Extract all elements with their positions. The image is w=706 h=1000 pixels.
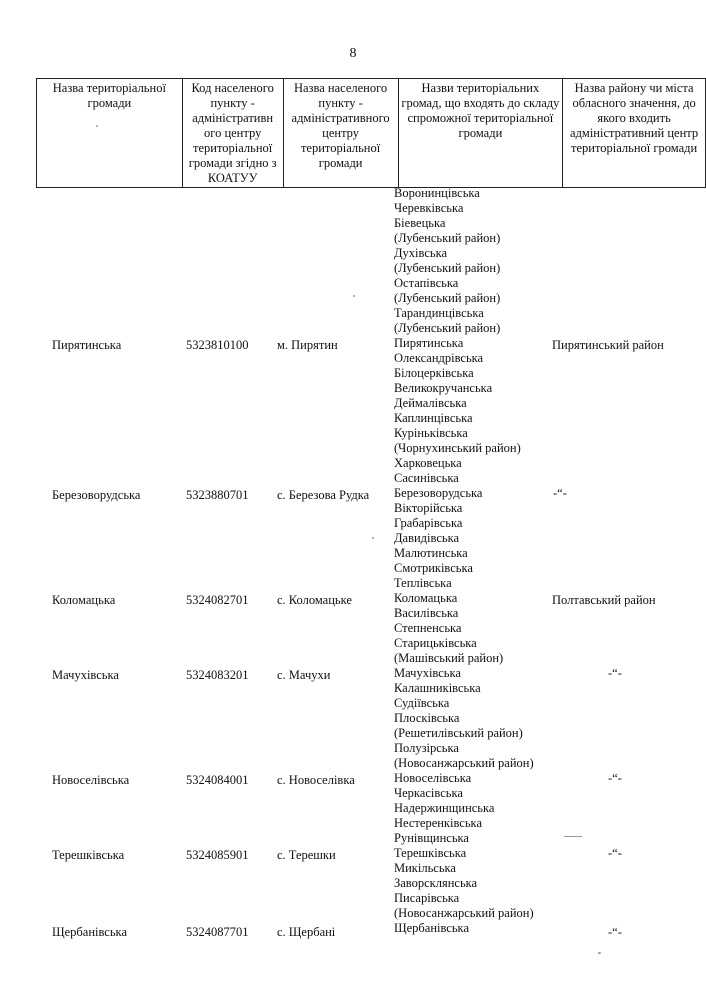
list-item: Писарівська: [394, 891, 460, 905]
scan-speck: [96, 125, 98, 127]
list-item: Смотриківська: [394, 561, 473, 575]
list-item: Сасинівська: [394, 471, 459, 485]
row-koatuu-code: 5324084001: [186, 773, 249, 787]
list-item: (Машівський район): [394, 651, 504, 665]
header-admin-center: Назва населеного пункту - адміністративного центру територіальної громади: [283, 79, 398, 188]
list-item: Грабарівська: [394, 516, 463, 530]
list-item: Заворсклянська: [394, 876, 478, 890]
list-item: Новоселівська: [394, 771, 472, 785]
list-item: Теплівська: [394, 576, 452, 590]
row-community-name: Мачухівська: [52, 668, 119, 682]
list-item: Воронинцівська: [394, 186, 480, 200]
list-item: Черевківська: [394, 201, 464, 215]
list-item: (Решетилівський район): [394, 726, 523, 740]
list-item: Рунівщинська: [394, 831, 469, 845]
row-district: -“-: [608, 771, 622, 785]
row-admin-center: с. Березова Рудка: [277, 488, 370, 502]
row-admin-center: с. Терешки: [277, 848, 336, 862]
list-item: Черкасівська: [394, 786, 463, 800]
list-item: Каплинцівська: [394, 411, 473, 425]
row-admin-center: с. Мачухи: [277, 668, 331, 682]
list-item: Остапівська: [394, 276, 459, 290]
row-koatuu-code: 5324087701: [186, 925, 249, 939]
list-item: Великокручанська: [394, 381, 493, 395]
row-district: -“-: [608, 925, 622, 939]
row-community-name: Новоселівська: [52, 773, 130, 787]
scan-speck: [564, 836, 582, 837]
header-community-name: Назва територіальної громади: [37, 79, 183, 188]
list-item: Олександрівська: [394, 351, 484, 365]
row-koatuu-code: 5323880701: [186, 488, 249, 502]
list-item: Василівська: [394, 606, 459, 620]
list-item: Харковецька: [394, 456, 462, 470]
list-item: Пирятинська: [394, 336, 464, 350]
row-koatuu-code: 5324082701: [186, 593, 249, 607]
row-admin-center: с. Щербані: [277, 925, 336, 939]
list-item: (Чорнухинський район): [394, 441, 521, 455]
row-community-name: Терешківська: [52, 848, 125, 862]
list-item: Коломацька: [394, 591, 458, 605]
member-communities-list: [394, 186, 534, 936]
scan-speck: [372, 537, 374, 539]
row-district: -“-: [553, 486, 567, 500]
list-item: Калашниківська: [394, 681, 481, 695]
list-item: Надержинщинська: [394, 801, 495, 815]
row-koatuu-code: 5324083201: [186, 668, 249, 682]
row-admin-center: с. Коломацьке: [277, 593, 352, 607]
list-item: Микільська: [394, 861, 456, 875]
row-district: -“-: [608, 846, 622, 860]
header-member-communities: Назви територіальних громад, що входять до складу спроможної територіальної громади: [398, 79, 563, 188]
list-item: Білоцерківська: [394, 366, 474, 380]
list-item: Степненська: [394, 621, 462, 635]
list-item: Духівська: [394, 246, 448, 260]
list-item: Судіївська: [394, 696, 450, 710]
list-item: Старицьківська: [394, 636, 477, 650]
list-item: Терешківська: [394, 846, 467, 860]
row-community-name: Березоворудська: [52, 488, 141, 502]
row-district: Полтавський район: [552, 593, 656, 607]
list-item: Вікторійська: [394, 501, 463, 515]
list-item: Давидівська: [394, 531, 460, 545]
list-item: Мачухівська: [394, 666, 461, 680]
list-item: Куріньківська: [394, 426, 468, 440]
list-item: Щербанівська: [394, 921, 469, 935]
list-item: Березоворудська: [394, 486, 483, 500]
header-koatuu-code: Код населеного пункту - адміністративн ого центру територіальної громади згідно з КОАТУУ: [182, 79, 283, 188]
list-item: Деймалівська: [394, 396, 467, 410]
row-district: -“-: [608, 666, 622, 680]
list-item: Тарандинцівська: [394, 306, 484, 320]
scan-speck: [353, 295, 355, 297]
list-item: (Лубенський район): [394, 231, 501, 245]
row-district: Пирятинський район: [552, 338, 664, 352]
list-item: Полузірська: [394, 741, 459, 755]
row-community-name: Щербанівська: [52, 925, 127, 939]
row-community-name: Коломацька: [52, 593, 116, 607]
row-koatuu-code: 5323810100: [186, 338, 249, 352]
page-number: 8: [349, 46, 357, 61]
header-district: Назва району чи міста обласного значення, до якого входить адміністративний центр територіальної громади: [563, 79, 706, 188]
list-item: Нестеренківська: [394, 816, 482, 830]
scan-speck: [598, 952, 601, 954]
list-item: (Лубенський район): [394, 291, 501, 305]
list-item: (Новосанжарський район): [394, 756, 534, 770]
row-admin-center: м. Пирятин: [277, 338, 338, 352]
row-community-name: Пирятинська: [52, 338, 122, 352]
list-item: Малютинська: [394, 546, 468, 560]
row-koatuu-code: 5324085901: [186, 848, 249, 862]
list-item: (Лубенський район): [394, 261, 501, 275]
list-item: Біевецька: [394, 216, 446, 230]
list-item: (Лубенський район): [394, 321, 501, 335]
row-admin-center: с. Новоселівка: [277, 773, 355, 787]
list-item: (Новосанжарський район): [394, 906, 534, 920]
list-item: Плосківська: [394, 711, 460, 725]
